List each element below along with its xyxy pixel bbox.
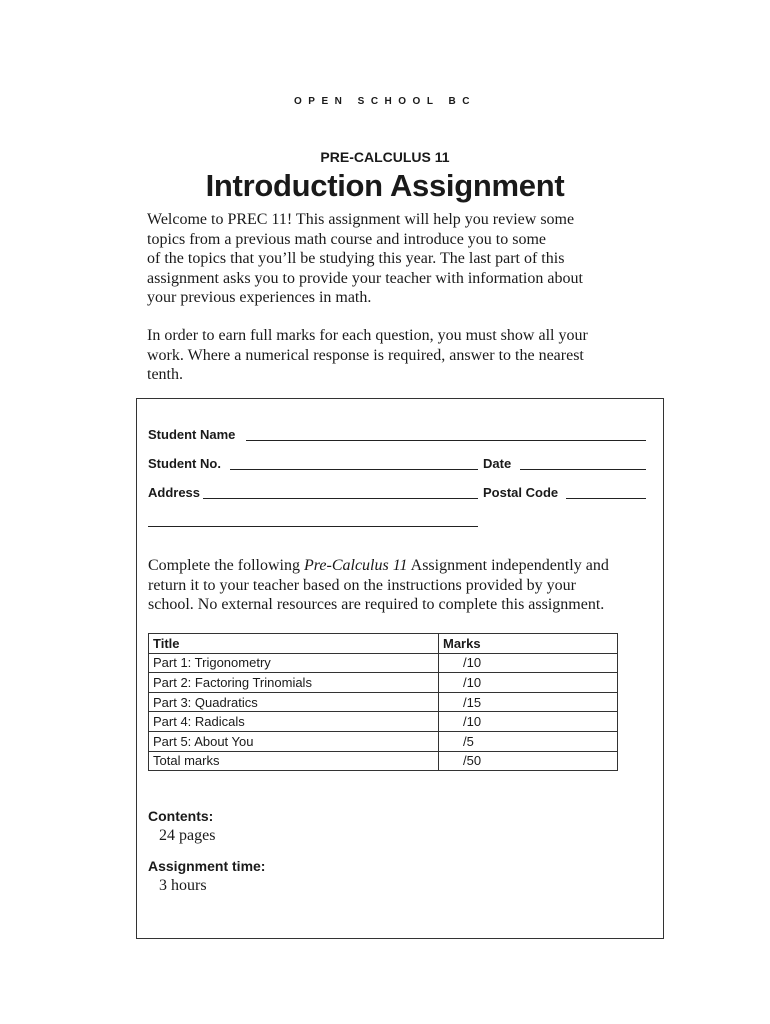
table-row [149,692,618,712]
page-title: Introduction Assignment [205,168,565,203]
table-row [149,712,618,732]
table-header-row [149,634,618,654]
address-line-2-field[interactable] [148,526,478,527]
student-name-label: Student Name [148,427,236,442]
row-title: Part 4: Radicals [149,712,439,732]
address-label: Address [148,485,201,500]
date-label: Date [483,456,512,471]
instructions-paragraph [147,326,647,385]
table-row [149,731,618,751]
intro-line: Welcome to PREC 11! This assignment will help you review some [147,211,575,228]
marks-table [148,633,618,771]
intro-line: of the topics that you’ll be studying this year. The last part of this [147,250,565,267]
instructions-line: In order to earn full marks for each question, you must show all your [147,327,588,344]
row-title: Part 5: About You [149,731,439,751]
completion-text-before: Complete the following [148,557,304,574]
assignment-time-value: 3 hours [159,877,207,894]
address-field[interactable] [203,498,478,499]
row-marks: /10 [439,653,618,673]
row-marks: /10 [439,673,618,693]
row-title: Part 2: Factoring Trinomials [149,673,439,693]
row-title: Part 1: Trigonometry [149,653,439,673]
row-title: Part 3: Quadratics [149,692,439,712]
header-title: Title [149,634,439,654]
header-marks: Marks [439,634,618,654]
completion-line-1 [148,556,658,576]
table-row [149,673,618,693]
postal-code-field[interactable] [566,498,646,499]
postal-code-label: Postal Code [483,485,559,500]
contents-label: Contents: [148,808,214,824]
completion-text-after: Assignment independently and [407,557,609,574]
table-row [149,751,618,771]
student-no-label: Student No. [148,456,221,471]
intro-line: your previous experiences in math. [147,289,372,306]
row-title: Total marks [149,751,439,771]
course-name: PRE-CALCULUS 11 [320,149,450,165]
organization-name: OPEN SCHOOL BC [294,96,476,107]
instructions-line: work. Where a numerical response is required, answer to the nearest [147,346,584,364]
completion-instructions [148,556,658,615]
completion-line-3: school. No external resources are required to complete this assignment. [148,596,605,613]
intro-line: topics from a previous math course and introduce you to some [147,230,547,248]
student-name-field[interactable] [246,440,646,441]
table-row [149,653,618,673]
row-marks: /15 [439,692,618,712]
instructions-line: tenth. [147,366,183,383]
row-marks: /10 [439,712,618,732]
date-field[interactable] [520,469,646,470]
completion-line-2: return it to your teacher based on the instructions provided by your [148,576,576,594]
contents-value: 24 pages [159,827,216,844]
row-marks: /50 [439,751,618,771]
course-title-italic: Pre-Calculus 11 [303,557,408,574]
intro-paragraph [147,210,647,308]
assignment-time-label: Assignment time: [148,858,266,874]
student-no-field[interactable] [230,469,478,470]
row-marks: /5 [439,731,618,751]
intro-line: assignment asks you to provide your teacher with information about [147,269,583,287]
